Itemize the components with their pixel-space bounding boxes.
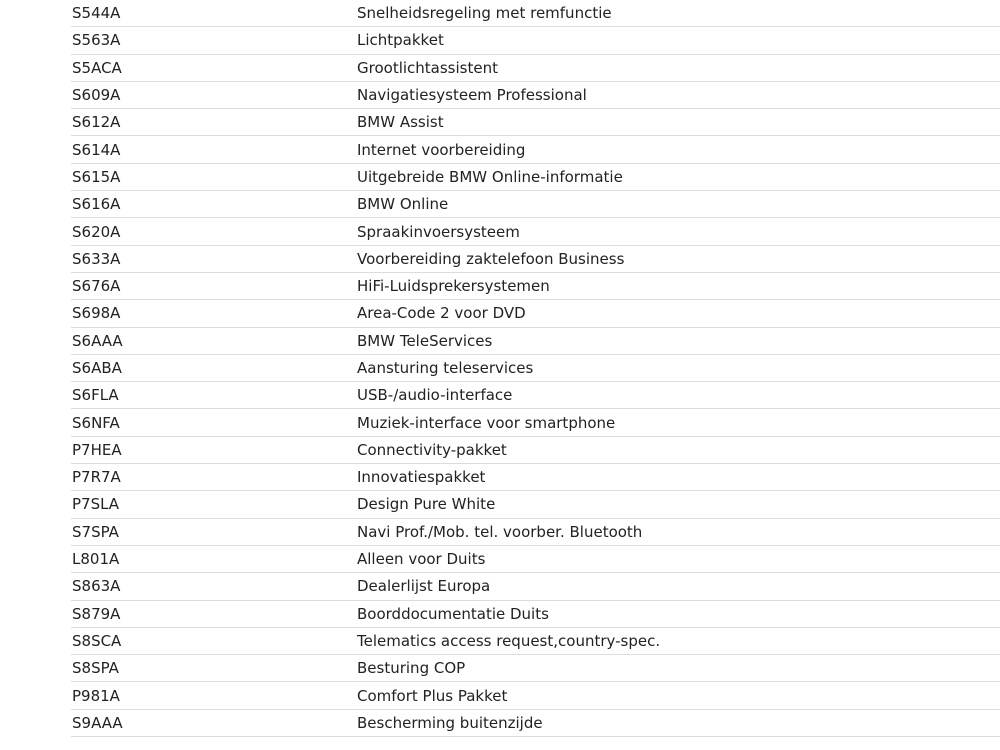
option-code: S615A: [71, 163, 356, 190]
option-description: Alleen voor Duits: [356, 545, 1000, 572]
table-row: [71, 27, 1000, 54]
option-description: Bescherming buitenzijde: [356, 709, 1000, 736]
option-code: S7SPA: [71, 518, 356, 545]
option-description: Comfort Plus Pakket: [356, 682, 1000, 709]
option-code: S614A: [71, 136, 356, 163]
table-row: [71, 382, 1000, 409]
option-description: Uitgebreide BMW Online-informatie: [356, 163, 1000, 190]
option-code: S863A: [71, 573, 356, 600]
option-code: S6NFA: [71, 409, 356, 436]
option-code: S616A: [71, 191, 356, 218]
option-description: Aansturing teleservices: [356, 354, 1000, 381]
table-row: [71, 245, 1000, 272]
option-code: P7HEA: [71, 436, 356, 463]
option-description: Muziek-interface voor smartphone: [356, 409, 1000, 436]
table-row: [71, 655, 1000, 682]
option-description: Dealerlijst Europa: [356, 573, 1000, 600]
table-row: [71, 409, 1000, 436]
options-table: [71, 0, 1000, 737]
table-row: [71, 54, 1000, 81]
table-row: [71, 300, 1000, 327]
option-description: Boorddocumentatie Duits: [356, 600, 1000, 627]
option-description: HiFi-Luidsprekersystemen: [356, 272, 1000, 299]
table-row: [71, 272, 1000, 299]
option-code: L801A: [71, 545, 356, 572]
option-description: Snelheidsregeling met remfunctie: [356, 0, 1000, 27]
table-row: [71, 327, 1000, 354]
option-description: BMW Assist: [356, 109, 1000, 136]
option-code: S879A: [71, 600, 356, 627]
option-code: S6ABA: [71, 354, 356, 381]
table-row: [71, 682, 1000, 709]
option-description: Telematics access request,country-spec.: [356, 627, 1000, 654]
option-code: S633A: [71, 245, 356, 272]
option-code: S609A: [71, 81, 356, 108]
option-description: Grootlichtassistent: [356, 54, 1000, 81]
options-table-body: [71, 0, 1000, 737]
option-code: S8SPA: [71, 655, 356, 682]
option-code: S6AAA: [71, 327, 356, 354]
table-row: [71, 573, 1000, 600]
option-description: Besturing COP: [356, 655, 1000, 682]
option-description: USB-/audio-interface: [356, 382, 1000, 409]
option-code: S9AAA: [71, 709, 356, 736]
option-description: Innovatiespakket: [356, 464, 1000, 491]
option-code: S698A: [71, 300, 356, 327]
option-code: S8SCA: [71, 627, 356, 654]
table-row: [71, 600, 1000, 627]
table-row: [71, 163, 1000, 190]
table-row: [71, 491, 1000, 518]
option-description: Voorbereiding zaktelefoon Business: [356, 245, 1000, 272]
option-description: Design Pure White: [356, 491, 1000, 518]
option-code: S676A: [71, 272, 356, 299]
table-row: [71, 545, 1000, 572]
option-code: S5ACA: [71, 54, 356, 81]
option-code: P981A: [71, 682, 356, 709]
option-description: Connectivity-pakket: [356, 436, 1000, 463]
option-description: BMW TeleServices: [356, 327, 1000, 354]
table-row: [71, 0, 1000, 27]
table-row: [71, 709, 1000, 736]
option-code: S6FLA: [71, 382, 356, 409]
option-description: Lichtpakket: [356, 27, 1000, 54]
table-row: [71, 191, 1000, 218]
table-row: [71, 218, 1000, 245]
table-row: [71, 436, 1000, 463]
table-row: [71, 109, 1000, 136]
option-code: P7R7A: [71, 464, 356, 491]
table-row: [71, 518, 1000, 545]
option-description: Spraakinvoersysteem: [356, 218, 1000, 245]
option-description: BMW Online: [356, 191, 1000, 218]
table-row: [71, 464, 1000, 491]
table-row: [71, 81, 1000, 108]
option-code: S620A: [71, 218, 356, 245]
table-row: [71, 136, 1000, 163]
table-row: [71, 354, 1000, 381]
option-description: Internet voorbereiding: [356, 136, 1000, 163]
option-code: P7SLA: [71, 491, 356, 518]
table-row: [71, 627, 1000, 654]
option-code: S612A: [71, 109, 356, 136]
option-description: Area-Code 2 voor DVD: [356, 300, 1000, 327]
option-code: S544A: [71, 0, 356, 27]
option-description: Navi Prof./Mob. tel. voorber. Bluetooth: [356, 518, 1000, 545]
option-code: S563A: [71, 27, 356, 54]
option-description: Navigatiesysteem Professional: [356, 81, 1000, 108]
